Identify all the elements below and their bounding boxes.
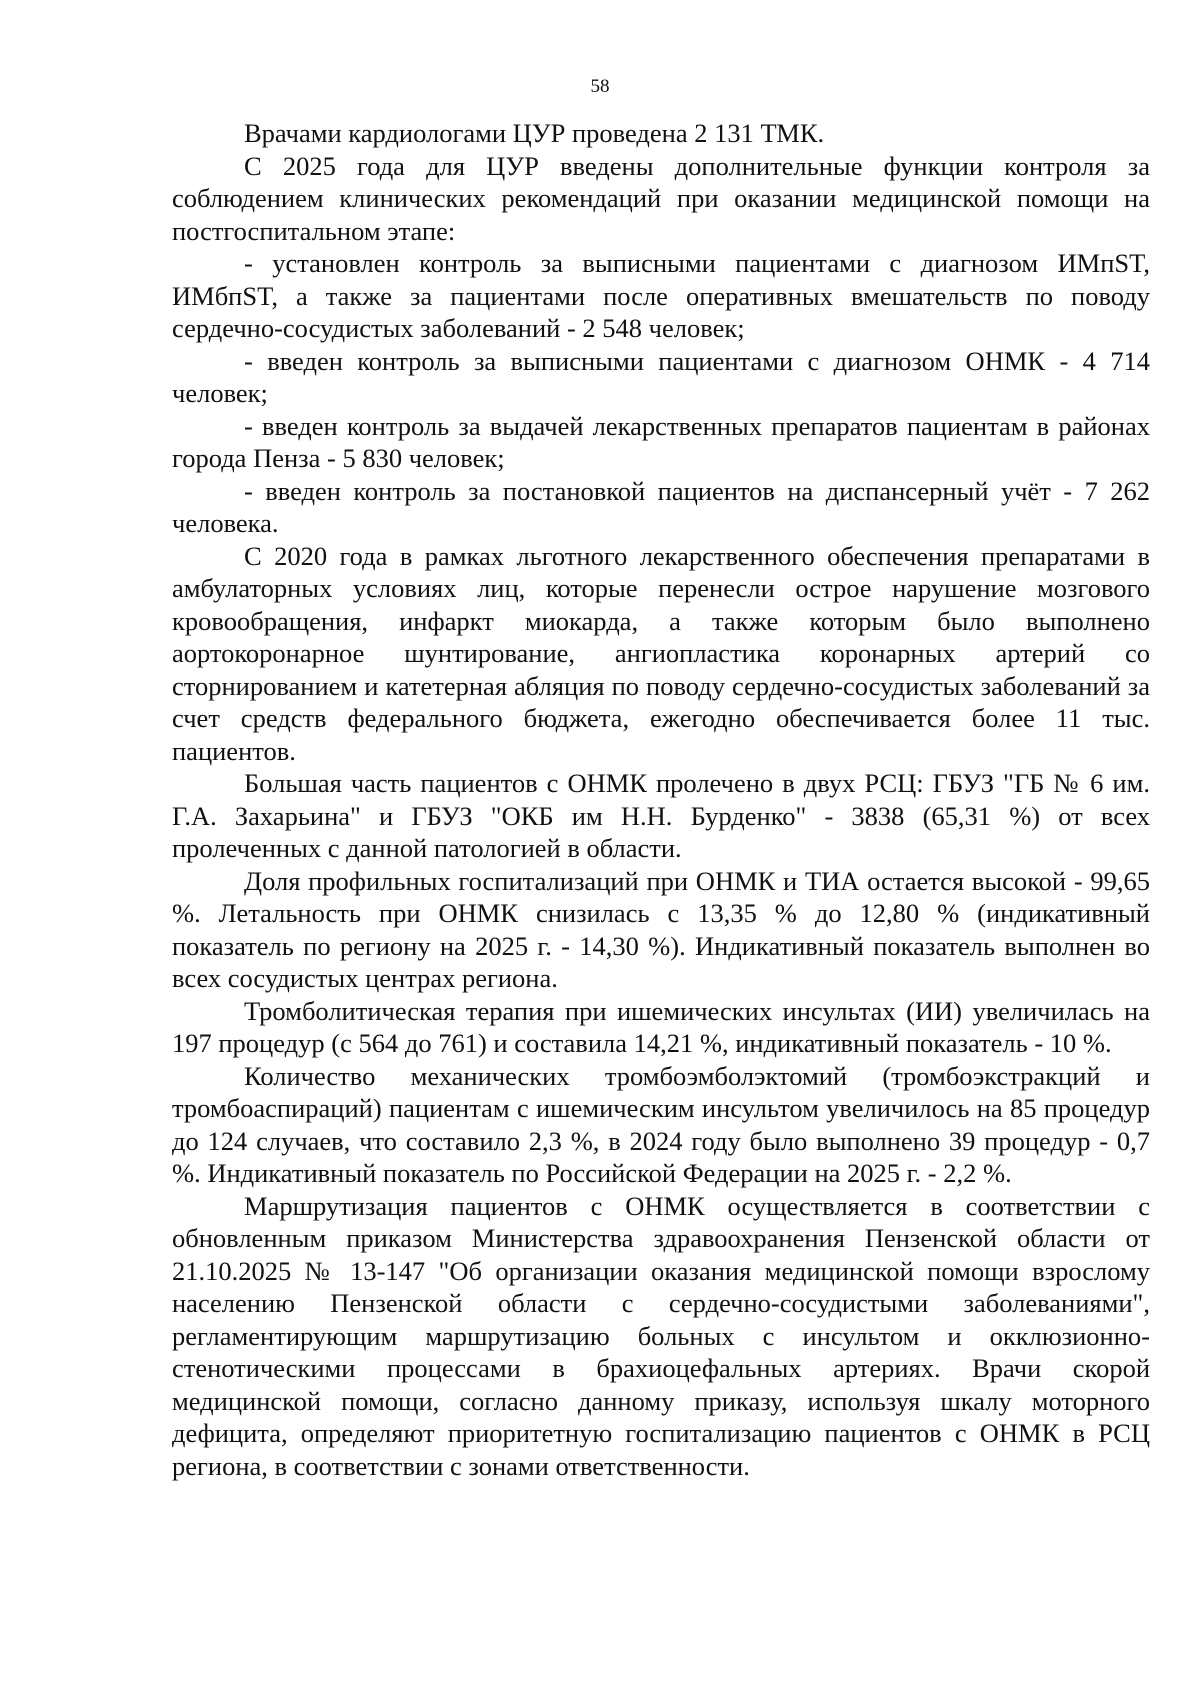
list-item-mi-control: - установлен контроль за выписными пациентами с диагнозом ИМпST, ИМбпST, а также за пациентами после оперативных вмешательств по поводу сердечно-сосудистых заболеваний - 2 548 человек;	[172, 248, 1150, 343]
paragraph-tmk-count: Врачами кардиологами ЦУР проведена 2 131 ТМК.	[244, 118, 825, 148]
paragraph-thrombolytic-therapy: Тромболитическая терапия при ишемических инсультах (ИИ) увеличилась на 197 процедур (с 564 до 761) и составила 14,21 %, индикативный показатель - 10 %.	[172, 995, 1150, 1058]
paragraph-rsc-treatment: Большая часть пациентов с ОНМК пролечено в двух РСЦ: ГБУЗ "ГБ № 6 им. Г.А. Захарьина" и ГБУЗ "ОКБ им Н.Н. Бурденко" - 3838 (65,31 %) от всех пролеченных с данной патологией в области.	[172, 768, 1150, 863]
list-item-drug-control: - введен контроль за выдачей лекарственных препаратов пациентам в районах города Пенза - 5 830 человек;	[172, 410, 1150, 473]
paragraph-control-functions: С 2025 года для ЦУР введены дополнительные функции контроля за соблюдением клинических рекомендаций при оказании медицинской помощи на постгоспитальном этапе:	[172, 150, 1150, 246]
paragraph-drug-provision: С 2020 года в рамках льготного лекарственного обеспечения препаратами в амбулаторных условиях лиц, которые перенесли острое нарушение мозгового кровообращения, инфаркт миокарда, а также которым было выполнено аортокоронарное шунтирование, ангиопластика коронарных артерий со сторнированием и катетерная абляция по поводу сердечно-сосудистых заболеваний за счет средств федерального бюджета, ежегодно обеспечивается более 11 тыс. пациентов.	[172, 540, 1150, 766]
paragraph-hospitalization-share: Доля профильных госпитализаций при ОНМК и ТИА остается высокой - 99,65 %. Летальность при ОНМК снизилась с 13,35 % до 12,80 % (индикативный показатель по региону на 2025 г. - 14,30 %). Индикативный показатель выполнен во всех сосудистых центрах региона.	[172, 865, 1150, 993]
list-item-stroke-control: - введен контроль за выписными пациентами с диагнозом ОНМК - 4 714 человек;	[172, 345, 1150, 408]
paragraph-thrombectomy: Количество механических тромбоэмболэктомий (тромбоэкстракций и тромбоаспираций) пациентам с ишемическим инсультом увеличилось на 85 процедур до 124 случаев, что составило 2,3 %, в 2024 году было выполнено 39 процедур - 0,7 %. Индикативный показатель по Российской Федерации на 2025 г. - 2,2 %.	[172, 1060, 1150, 1188]
page-number: 58	[590, 76, 610, 97]
document-body	[172, 117, 1150, 1482]
list-item-dispensary-control: - введен контроль за постановкой пациентов на диспансерный учёт - 7 262 человека.	[172, 475, 1150, 538]
paragraph-routing: Маршрутизация пациентов с ОНМК осуществляется в соответствии с обновленным приказом Министерства здравоохранения Пензенской области от 21.10.2025 № 13-147 "Об организации оказания медицинской помощи взрослому населению Пензенской области с сердечно-сосудистыми заболеваниями", регламентирующим маршрутизацию больных с инсультом и окклюзионно-стенотическими процессами в брахиоцефальных артериях. Врачи скорой медицинской помощи, согласно данному приказу, используя шкалу моторного дефицита, определяют приоритетную госпитализацию пациентов с ОНМК в РСЦ региона, в соответствии с зонами ответственности.	[172, 1190, 1150, 1481]
